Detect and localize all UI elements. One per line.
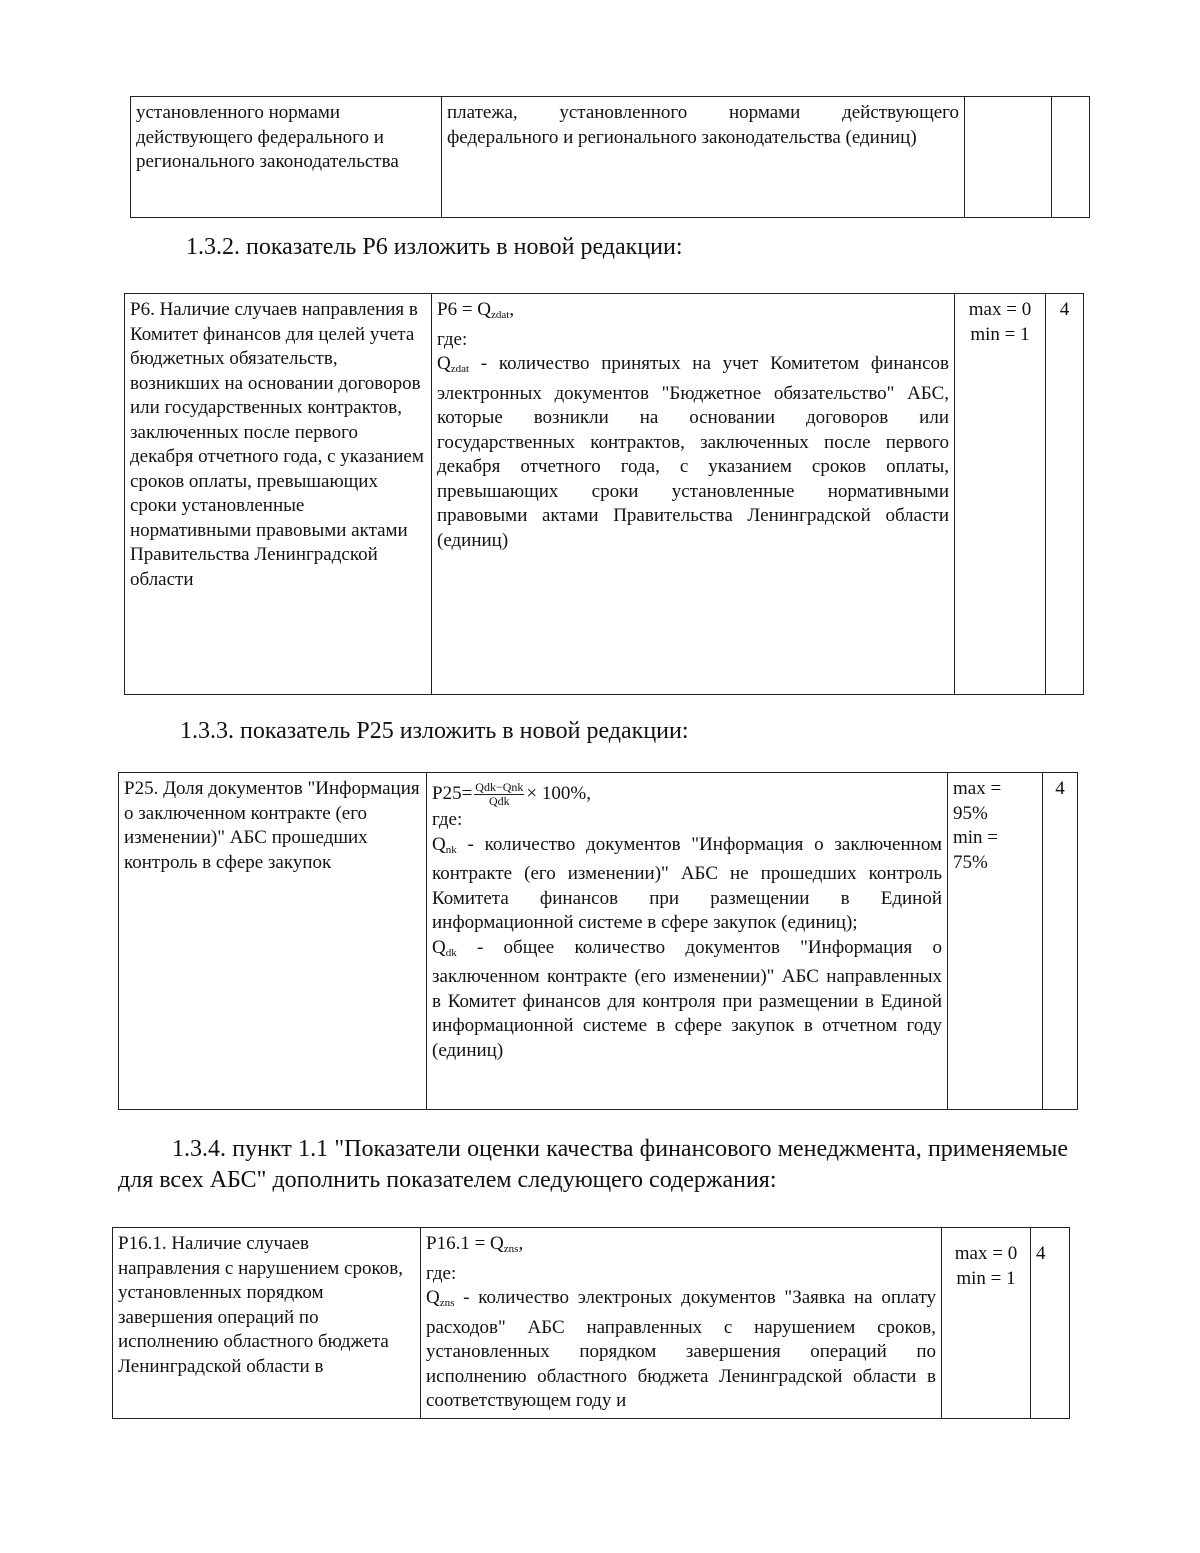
- indicator-text: Р16.1. Наличие случаев направления с нарушением сроков, установленных порядком завершения операций по исполнению областного бюджета Ленинградской области в: [118, 1233, 403, 1377]
- limits-cell: [955, 294, 1046, 695]
- heading-1-3-2: 1.3.2. показатель Р6 изложить в новой редакции:: [186, 234, 683, 260]
- table-1: [130, 96, 1090, 218]
- weight-cell: [1046, 294, 1084, 695]
- limits-cell: [942, 1228, 1031, 1419]
- formula-cell: [421, 1228, 942, 1419]
- table-3: [118, 772, 1078, 1110]
- indicator-text: установленного нормами действующего федерального и регионального законодательства: [136, 102, 399, 172]
- weight-cell: [1031, 1228, 1070, 1419]
- heading-1-3-4: 1.3.4. пункт 1.1 "Показатели оценки качества финансового менеджмента, применяемые для всех АБС" дополнить показателем следующего содержания:: [118, 1136, 1068, 1193]
- where-label: где:: [426, 1262, 457, 1284]
- table-2: [124, 293, 1084, 695]
- min-value: min = 1: [956, 1267, 1016, 1289]
- weight-cell: [1052, 97, 1090, 218]
- formula-cell: [427, 773, 948, 1110]
- min-value: min = 75%: [953, 827, 999, 873]
- definition-text: $Q_{zdat}$ - количество принятых на учет Комитетом финансов электронных документов "Бюджетное обязательство" АБС, которые возникли на основании договоров или государственных контрактов, заключенных после первого декабря отчетного года, с указанием сроков оплаты, превышающих сроки установленные нормативными правовыми актами Правительства Ленинградской области (единиц): [437, 353, 949, 551]
- limits-cell: [965, 97, 1052, 218]
- table-4: [112, 1227, 1070, 1419]
- min-value: min = 1: [970, 323, 1030, 345]
- table-row: [131, 97, 1090, 218]
- definition-1: $Q_{nk}$ - количество документов "Информация о заключенном контракте (его изменении)" АБС не прошедших контроль Комитета финансов при размещении в Единой информационной системе в сфере закупок (единиц);: [432, 833, 942, 933]
- weight-value: 4: [1036, 1243, 1046, 1264]
- weight-value: 4: [1059, 299, 1070, 320]
- fraction: $\frac{\text{Qdk−Qnk}}{\text{Qdk}}$: [475, 780, 524, 808]
- indicator-cell: [119, 773, 427, 1110]
- heading-1-3-3: 1.3.3. показатель Р25 изложить в новой редакции:: [180, 718, 689, 744]
- where-label: где:: [437, 328, 468, 350]
- weight-cell: [1043, 773, 1078, 1110]
- formula-text: платежа, установленного нормами действующего федерального и регионального законодательства (единиц): [447, 102, 959, 148]
- table-row: [125, 294, 1084, 695]
- indicator-cell: [113, 1228, 421, 1419]
- indicator-cell: [131, 97, 442, 218]
- definition-text: $Q_{zns}$ - количество электроных документов "Заявка на оплату расходов" АБС направленных с нарушением сроков, установленных порядком завершения операций по исполнению областного бюджета Ленинградской области в соответствующем году и: [426, 1287, 936, 1411]
- limits-cell: [948, 773, 1043, 1110]
- indicator-cell: [125, 294, 432, 695]
- definition-2: $Q_{dk}$ - общее количество документов "Информация о заключенном контракте (его изменении)" АБС направленных в Комитет финансов для контроля при размещении в Единой информационной системе в сфере закупок в отчетном году (единиц): [432, 936, 942, 1061]
- formula-cell: [432, 294, 955, 695]
- formula-line: $Р16.1 = Q_{zns}$,: [426, 1233, 524, 1255]
- max-value: max = 0: [968, 299, 1032, 320]
- indicator-text: Р25. Доля документов "Информация о заключенном контракте (его изменении)" АБС прошедших контроль в сфере закупок: [124, 778, 420, 873]
- formula-line: $Р6 = Q_{zdat}$,: [437, 299, 515, 321]
- table-row: [113, 1228, 1070, 1419]
- where-label: где:: [432, 809, 463, 830]
- max-value: max = 0: [954, 1243, 1018, 1264]
- max-value: max = 95%: [953, 778, 1002, 824]
- formula-cell: [442, 97, 965, 218]
- formula-line: Р25= $\frac{\text{Qdk−Qnk}}{\text{Qdk}}$ × 100%,: [432, 780, 591, 808]
- weight-value: 4: [1055, 778, 1065, 799]
- table-row: [119, 773, 1078, 1110]
- indicator-text: Р6. Наличие случаев направления в Комитет финансов для целей учета бюджетных обязательств, возникших на основании договоров или государственных контрактов, заключенных после первого декабря отчетного года, с указанием сроков оплаты, превышающих сроки установленные нормативными правовыми актами Правительства Ленинградской области: [130, 299, 424, 590]
